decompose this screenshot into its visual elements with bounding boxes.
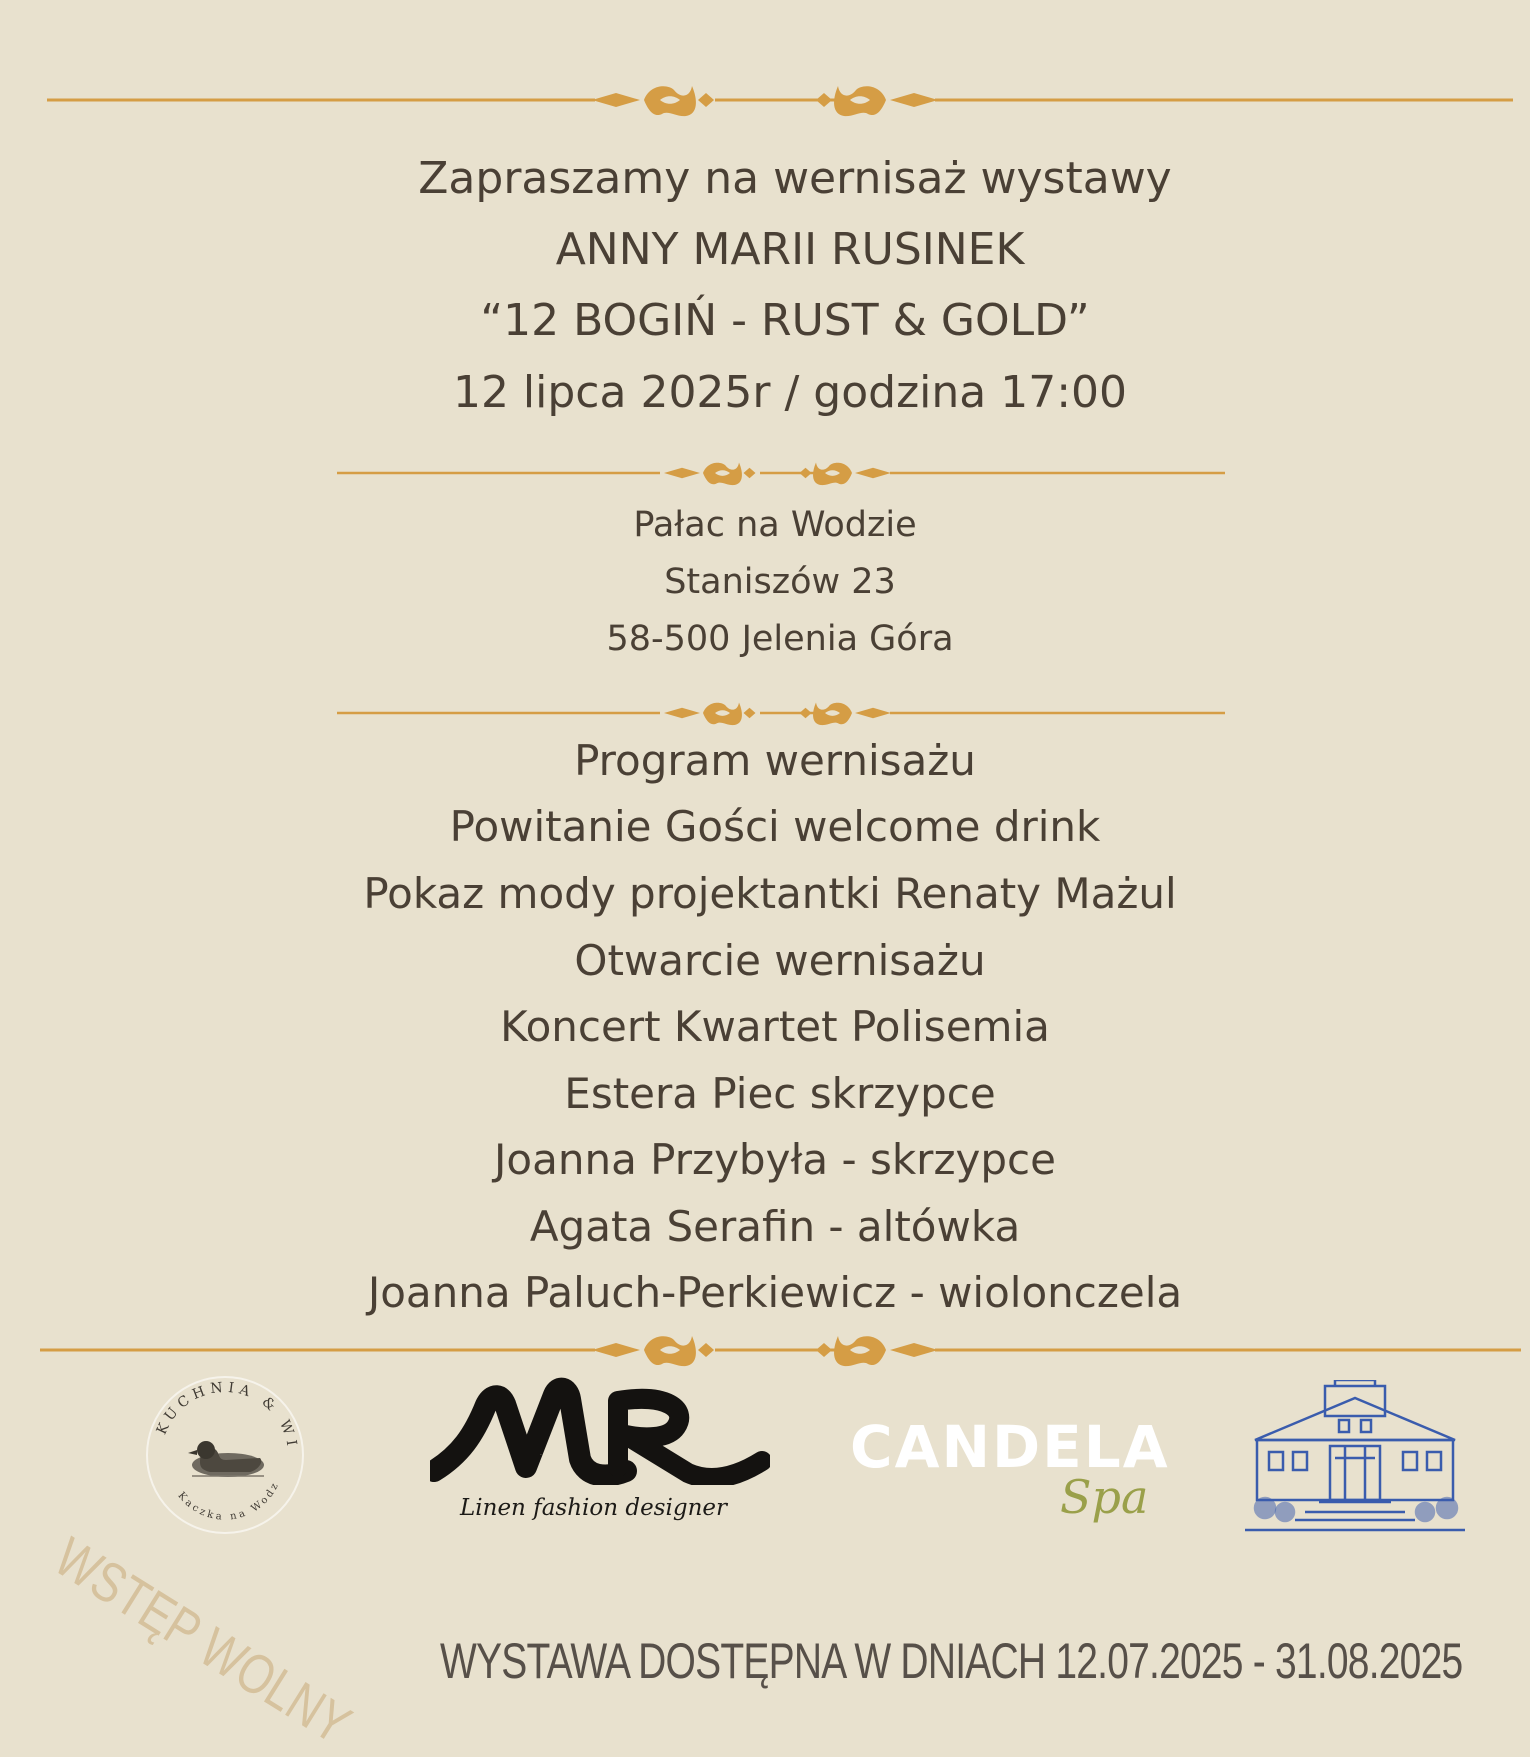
svg-text:KUCHNIA & WINO xyxy=(140,1370,300,1452)
program-ornament-divider xyxy=(0,695,1530,731)
kuchnia-logo-bottom-text: Kaczka na Wodz xyxy=(175,1479,282,1523)
free-entry-stamp: WSTĘP WOLNY xyxy=(44,1524,362,1756)
venue-name: Pałac na Wodzie xyxy=(633,505,917,545)
venue-city: 58-500 Jelenia Góra xyxy=(606,619,954,659)
venue-street: Staniszów 23 xyxy=(664,562,896,602)
event-date-time: 12 lipca 2025r / godzina 17:00 xyxy=(452,367,1128,418)
artist-name: ANNY MARII RUSINEK xyxy=(555,224,1025,275)
palace-logo xyxy=(1235,1380,1475,1540)
program-item: Otwarcie wernisażu xyxy=(574,936,986,985)
bottom-ornament-divider xyxy=(0,1330,1530,1370)
candela-spa-logo xyxy=(850,1413,1190,1538)
mr-tagline: Linen fashion designer xyxy=(460,1495,727,1521)
kuchnia-logo-top-text: KUCHNIA & WI xyxy=(153,1379,300,1452)
program-item: Pokaz mody projektantki Renaty Mażul xyxy=(363,869,1177,918)
program-item: Estera Piec skrzypce xyxy=(564,1069,996,1118)
program-title: Program wernisażu xyxy=(574,736,976,785)
program-item: Koncert Kwartet Polisemia xyxy=(500,1002,1050,1051)
top-ornament-divider xyxy=(0,80,1530,120)
program-item: Joanna Przybyła - skrzypce xyxy=(494,1135,1056,1184)
mr-linen-logo xyxy=(430,1375,770,1535)
candela-spa-script: Spa xyxy=(1060,1470,1149,1524)
exhibition-dates: WYSTAWA DOSTĘPNA W DNIACH 12.07.2025 - 31.08.2025 xyxy=(440,1633,1463,1689)
invitation-line-1: Zapraszamy na wernisaż wystawy xyxy=(418,153,1172,204)
exhibition-title: “12 BOGIŃ - RUST & GOLD” xyxy=(480,295,1090,346)
program-item: Joanna Paluch-Perkiewicz - wiolonczela xyxy=(367,1268,1183,1317)
candela-wordmark: CANDELA xyxy=(850,1413,1170,1481)
venue-ornament-divider xyxy=(0,455,1530,491)
duck-icon xyxy=(188,1441,264,1477)
kuchnia-wino-logo xyxy=(140,1370,310,1540)
program-item: Agata Serafin - altówka xyxy=(529,1202,1021,1251)
program-item: Powitanie Gości welcome drink xyxy=(449,802,1101,851)
mr-letters: MR xyxy=(540,1455,542,1456)
